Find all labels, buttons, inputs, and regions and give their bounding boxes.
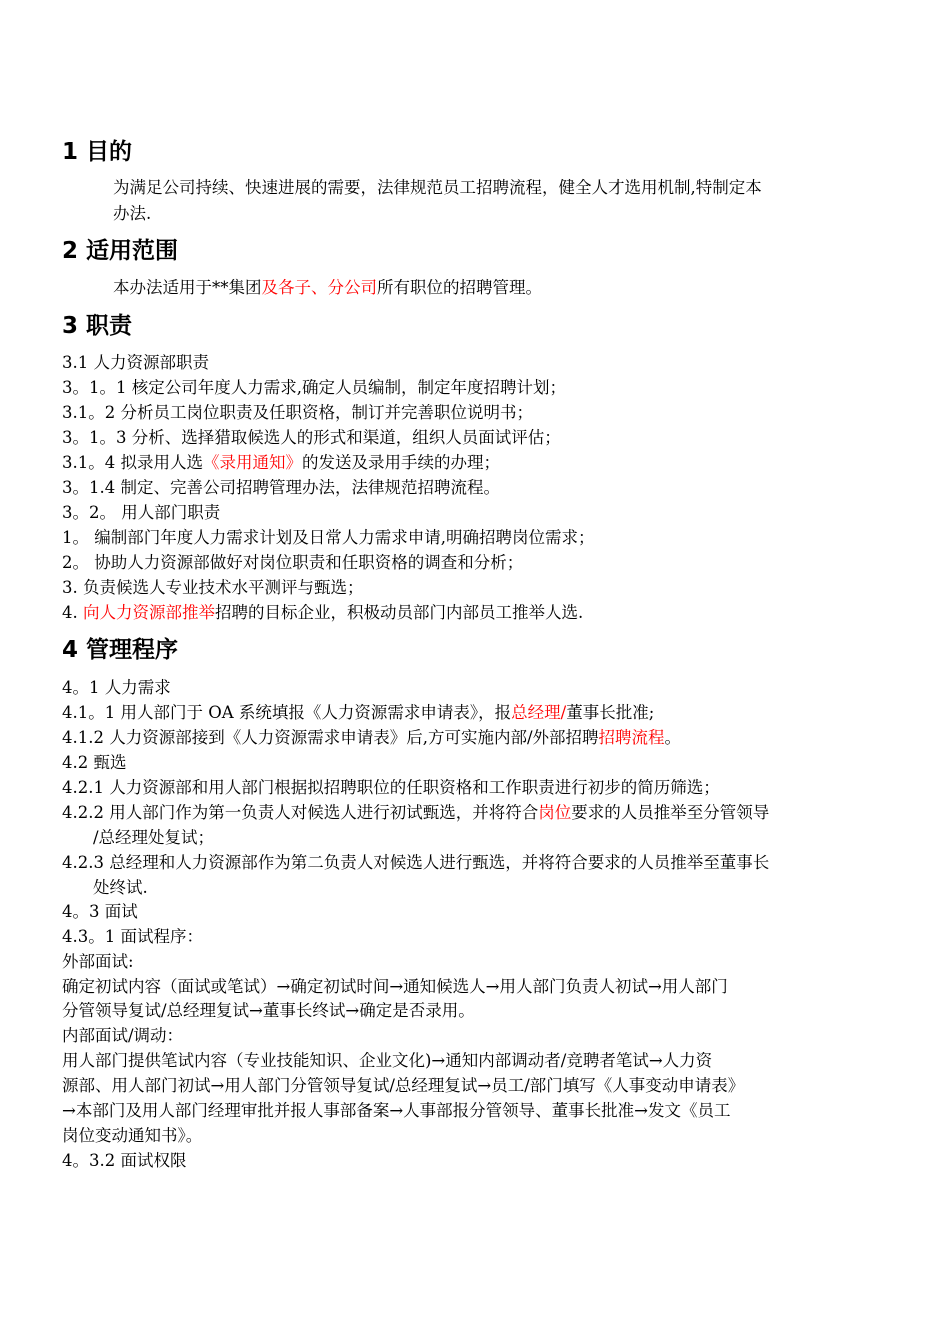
section-heading-purpose: 1 目的 <box>62 139 133 165</box>
proc-line: 外部面试: <box>62 952 134 971</box>
resp-line: 3. 负责候选人专业技术水平测评与甄选； <box>62 578 364 597</box>
resp-line: 3.1。4 拟录用人选《录用通知》的发送及录用手续的办理； <box>62 453 500 472</box>
proc-line: 处终试. <box>93 878 148 897</box>
proc-line: 4.2.1 人力资源部和用人部门根据拟招聘职位的任职资格和工作职责进行初步的简历筛选； <box>62 778 720 797</box>
proc-line: 4.1.2 人力资源部接到《人力资源需求申请表》后,方可实施内部/外部招聘招聘流程。 <box>62 728 682 747</box>
proc-line: 用人部门提供笔试内容（专业技能知识、企业文化)→通知内部调动者/竞聘者笔试→人力资 <box>62 1051 713 1070</box>
resp-line: 2。 协助人力资源部做好对岗位职责和任职资格的调查和分析； <box>62 553 524 572</box>
resp-line: 3。1。1 核定公司年度人力需求,确定人员编制，制定年度招聘计划； <box>62 378 566 397</box>
proc-line: 4。3.2 面试权限 <box>62 1151 187 1170</box>
gm-highlight: 总经理/ <box>511 703 567 722</box>
resp-line: 3.1。2 分析员工岗位职责及任职资格，制订并完善职位说明书； <box>62 403 533 422</box>
offer-notice-highlight: 《录用通知》 <box>202 453 302 472</box>
purpose-text-line-2: 办法. <box>113 204 152 223</box>
proc-line: 内部面试/调动： <box>62 1026 184 1045</box>
resp-line: 4. 向人力资源部推举招聘的目标企业，积极动员部门内部员工推举人选. <box>62 603 584 622</box>
scope-text: 本办法适用于**集团及各子、分公司所有职位的招聘管理。 <box>113 278 542 297</box>
proc-line: 4.1。1 用人部门于 OA 系统填报《人力资源需求申请表》，报总经理/董事长批准; <box>62 703 655 722</box>
resp-line: 3。1。3 分析、选择猎取候选人的形式和渠道，组织人员面试评估； <box>62 428 561 447</box>
proc-line: →本部门及用人部门经理审批并报人事部备案→人事部报分管领导、董事长批准→发文《员工 <box>62 1101 731 1120</box>
proc-line: /总经理处复试； <box>93 828 215 847</box>
proc-line: 源部、用人部门初试→用人部门分管领导复试/总经理复试→员工/部门填写《人事变动申请表》 <box>62 1076 745 1095</box>
purpose-text-line-1: 为满足公司持续、快速进展的需要，法律规范员工招聘流程，健全人才选用机制,特制定本 <box>113 178 762 197</box>
position-highlight: 岗位 <box>538 803 572 822</box>
resp-line: 1。 编制部门年度人力需求计划及日常人力需求申请,明确招聘岗位需求； <box>62 528 595 547</box>
proc-line: 4.2.3 总经理和人力资源部作为第二负责人对候选人进行甄选，并将符合要求的人员推举至董事长 <box>62 853 770 872</box>
proc-line: 岗位变动通知书》。 <box>62 1126 203 1145</box>
proc-line: 4。3 面试 <box>62 902 138 921</box>
resp-line: 3。1.4 制定、完善公司招聘管理办法，法律规范招聘流程。 <box>62 478 500 497</box>
resp-line: 3。2。 用人部门职责 <box>62 503 221 522</box>
proc-line: 分管领导复试/总经理复试→董事长终试→确定是否录用。 <box>62 1001 475 1020</box>
proc-line: 4.2.2 用人部门作为第一负责人对候选人进行初试甄选，并将符合岗位要求的人员推举至分管领导 <box>62 803 770 822</box>
recommend-highlight: 向人力资源部推举 <box>83 603 215 622</box>
proc-line: 4.2 甄选 <box>62 753 127 772</box>
section-heading-scope: 2 适用范围 <box>62 238 179 264</box>
section-heading-procedure: 4 管理程序 <box>62 637 179 663</box>
resp-line: 3.1 人力资源部职责 <box>62 353 209 372</box>
scope-highlight: 及各子、分公司 <box>261 278 377 297</box>
proc-line: 确定初试内容（面试或笔试）→确定初试时间→通知候选人→用人部门负责人初试→用人部门 <box>62 977 728 996</box>
section-heading-responsibilities: 3 职责 <box>62 313 133 339</box>
recruit-flow-highlight: 招聘流程 <box>598 728 665 747</box>
proc-line: 4.3。1 面试程序： <box>62 927 203 946</box>
proc-line: 4。1 人力需求 <box>62 678 171 697</box>
